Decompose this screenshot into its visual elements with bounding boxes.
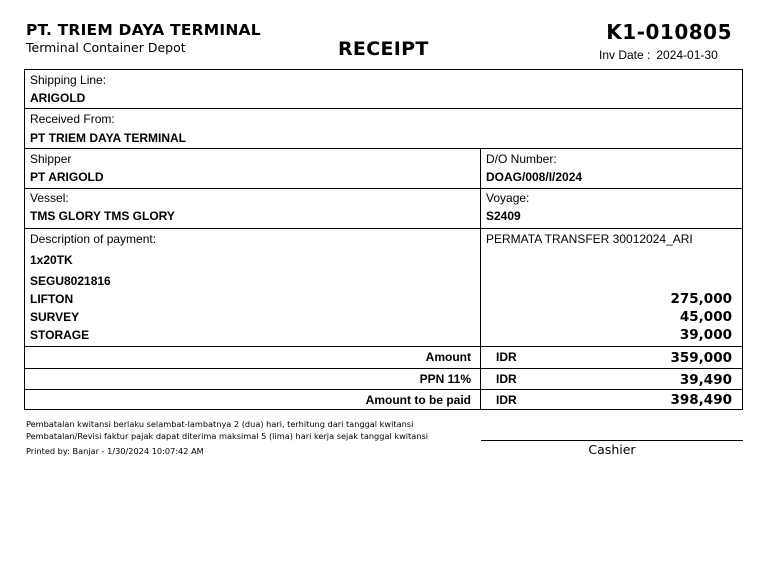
total-value: 359,000 [670, 350, 732, 366]
voyage-value: S2409 [486, 209, 521, 223]
tax-label: PPN 11% [419, 372, 471, 386]
quantity: 1x20TK [30, 253, 73, 267]
divider [25, 188, 742, 189]
divider [25, 228, 742, 229]
cashier-label: Cashier [588, 442, 636, 457]
line-item-name: SURVEY [30, 310, 80, 324]
received-from-value: PT TRIEM DAYA TERMINAL [30, 131, 187, 145]
divider [25, 108, 742, 109]
company-name: PT. TRIEM DAYA TERMINAL [26, 21, 261, 39]
divider [25, 368, 742, 369]
line-item-name: LIFTON [30, 292, 74, 306]
vessel-label: Vessel: [30, 191, 69, 205]
line-item-amount: 275,000 [670, 291, 732, 307]
invoice-date-label: Inv Date : [599, 48, 651, 62]
line-item-amount: 45,000 [679, 309, 732, 325]
column-divider [480, 346, 481, 410]
receipt-table [24, 69, 743, 410]
line-item-amount: 39,000 [679, 327, 732, 343]
tax-value: 39,490 [679, 372, 732, 388]
shipper-label: Shipper [30, 152, 72, 166]
document-title: RECEIPT [338, 38, 429, 60]
line-item-name: STORAGE [30, 328, 90, 342]
revision-note: Pembatalan/Revisi faktur pajak dapat diterima maksimal 5 (lima) hari kerja sejak tanggal kwitansi [26, 431, 429, 441]
container-number: SEGU8021816 [30, 274, 111, 288]
amount-due-value: 398,490 [670, 392, 732, 408]
do-number-value: DOAG/008/I/2024 [486, 170, 583, 184]
total-currency: IDR [496, 350, 517, 364]
voyage-label: Voyage: [486, 191, 530, 205]
description-label: Description of payment: [30, 232, 157, 246]
cancellation-note: Pembatalan kwitansi berlaku selambat-lambatnya 2 (dua) hari, terhitung dari tanggal kwitansi [26, 419, 414, 429]
divider [25, 389, 742, 390]
company-subtitle: Terminal Container Depot [26, 40, 186, 55]
shipping-line-label: Shipping Line: [30, 73, 107, 87]
signature-line [481, 440, 743, 441]
shipper-value: PT ARIGOLD [30, 170, 104, 184]
do-number-label: D/O Number: [486, 152, 557, 166]
divider [25, 346, 742, 347]
receipt-number: K1-010805 [606, 20, 732, 44]
amount-due-label: Amount to be paid [365, 393, 471, 407]
shipping-line-value: ARIGOLD [30, 91, 86, 105]
divider [25, 148, 742, 149]
payment-reference: PERMATA TRANSFER 30012024_ARI [486, 232, 693, 246]
total-label: Amount [425, 350, 471, 364]
received-from-label: Received From: [30, 112, 115, 126]
column-divider [480, 148, 481, 346]
invoice-date-value: 2024-01-30 [656, 48, 718, 62]
amount-due-currency: IDR [496, 393, 517, 407]
invoice-date [599, 48, 718, 62]
tax-currency: IDR [496, 372, 517, 386]
vessel-value: TMS GLORY TMS GLORY [30, 209, 175, 223]
printed-by: Printed by: Banjar - 1/30/2024 10:07:42 AM [26, 446, 204, 456]
